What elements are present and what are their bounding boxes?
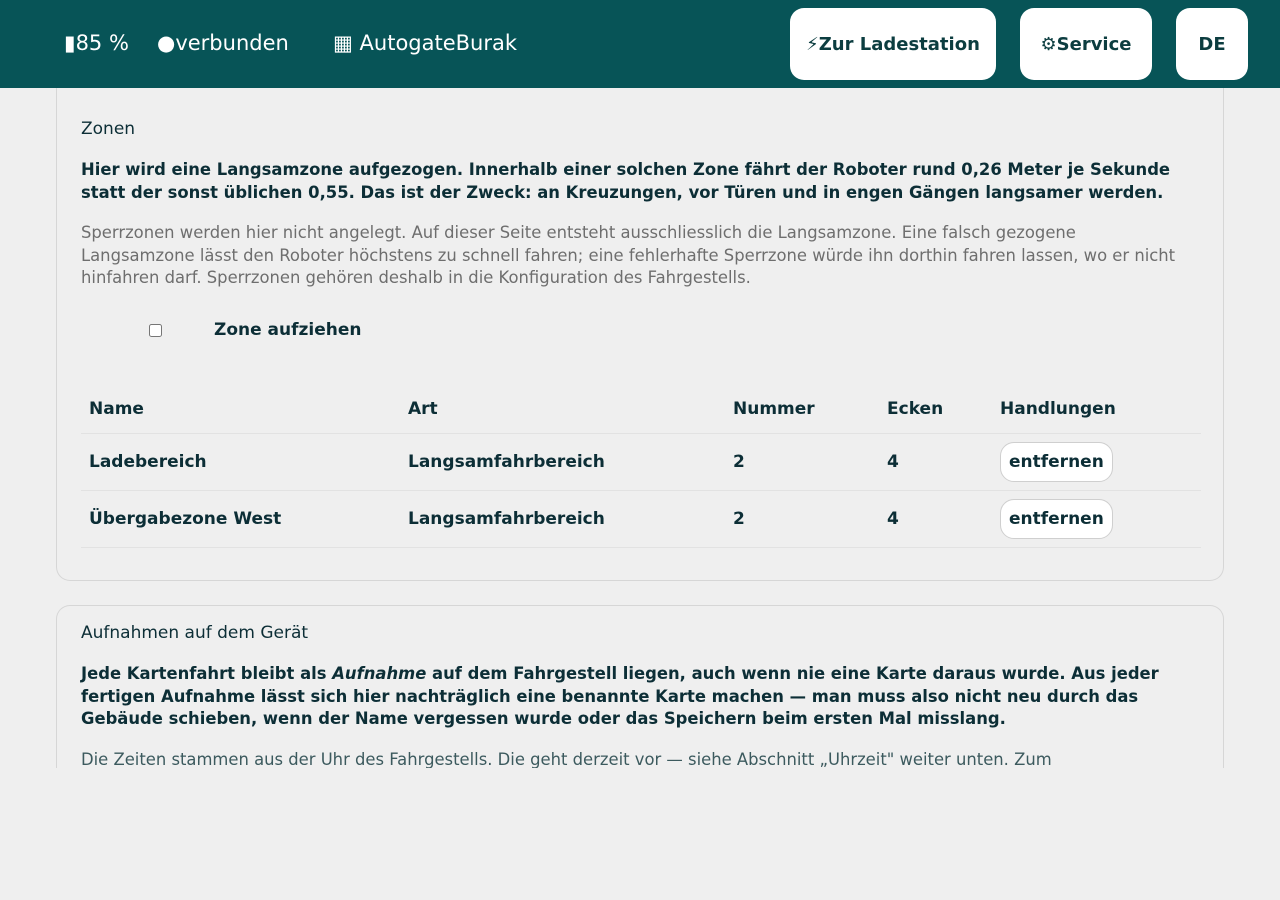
service-button[interactable] bbox=[1020, 8, 1152, 80]
dot-icon: ● bbox=[157, 31, 176, 55]
robot-status bbox=[333, 28, 517, 58]
header-name: Name bbox=[81, 385, 400, 434]
remove-zone-button[interactable]: entfernen bbox=[1000, 499, 1113, 539]
zones-card bbox=[56, 88, 1224, 581]
dock-button-label: Zur Ladestation bbox=[818, 33, 980, 55]
table-row bbox=[81, 491, 1201, 548]
zone-actions bbox=[992, 491, 1201, 548]
zone-corners: 4 bbox=[879, 491, 992, 548]
table-row bbox=[81, 434, 1201, 491]
zone-corners: 4 bbox=[879, 434, 992, 491]
header-actions: Handlungen bbox=[992, 385, 1201, 434]
zone-name: Ladebereich bbox=[81, 434, 400, 491]
zones-table bbox=[81, 385, 1201, 548]
header-number: Nummer bbox=[725, 385, 879, 434]
zone-actions bbox=[992, 434, 1201, 491]
service-button-label: Service bbox=[1056, 33, 1132, 55]
recordings-intro bbox=[81, 663, 1191, 731]
recordings-note: Die Zeiten stammen aus der Uhr des Fahrgestells. Die geht derzeit vor — siehe Abschnitt „Uhrzeit" weiter unten. Zum bbox=[81, 750, 1052, 768]
header-corners: Ecken bbox=[879, 385, 992, 434]
robot-name: AutogateBurak bbox=[359, 31, 518, 55]
connection-label: verbunden bbox=[175, 31, 289, 55]
recordings-title: Aufnahmen auf dem Gerät bbox=[81, 623, 309, 643]
connection-status bbox=[157, 28, 289, 58]
language-button[interactable]: DE bbox=[1176, 8, 1248, 80]
table-header-row bbox=[81, 385, 1201, 434]
draw-zone-label: Zone aufziehen bbox=[214, 320, 362, 340]
grid-icon: ▦ bbox=[333, 31, 353, 55]
recordings-intro-emphasis: Aufnahme bbox=[332, 664, 427, 683]
battery-level: 85 % bbox=[75, 31, 129, 55]
zones-note: Sperrzonen werden hier nicht angelegt. Auf dieser Seite entsteht ausschliesslich die Langsamzone. Eine falsch gezogene Langsamzone lässt den Roboter höchstens zu schnell fahren; eine fehlerhafte Sperrzone würde ihn dorthin fahren lassen, wo er nicht hinfahren darf. Sperrzonen gehören deshalb in die Konfiguration des Fahrgestells. bbox=[81, 223, 1176, 287]
zone-name: Übergabezone West bbox=[81, 491, 400, 548]
recordings-card bbox=[56, 605, 1224, 768]
header-type: Art bbox=[400, 385, 725, 434]
gear-icon: ⚙ bbox=[1040, 33, 1057, 55]
zone-number: 2 bbox=[725, 434, 879, 491]
zone-type: Langsamfahrbereich bbox=[400, 434, 725, 491]
draw-zone-checkbox[interactable] bbox=[149, 324, 162, 337]
top-bar bbox=[0, 0, 1280, 88]
recordings-intro-start: Jede Kartenfahrt bleibt als bbox=[81, 664, 333, 683]
lightning-icon: ⚡ bbox=[806, 33, 819, 55]
zone-type: Langsamfahrbereich bbox=[400, 491, 725, 548]
dock-button[interactable] bbox=[790, 8, 996, 80]
battery-icon: ▮ bbox=[64, 31, 76, 55]
zone-number: 2 bbox=[725, 491, 879, 548]
draw-zone-toggle[interactable] bbox=[149, 320, 362, 340]
recordings-intro-end: auf dem Fahrgestell liegen, auch wenn nie eine Karte daraus wurde. Aus jeder fertigen Aufnahme lässt sich hier nachträglich eine benannte Karte machen — man muss also nicht neu durch das Gebäude schieben, wenn der Name vergessen wurde oder das Speichern beim ersten Mal misslang. bbox=[81, 664, 1159, 728]
battery-status bbox=[64, 28, 129, 58]
remove-zone-button[interactable]: entfernen bbox=[1000, 442, 1113, 482]
zones-title: Zonen bbox=[81, 119, 136, 139]
zones-intro: Hier wird eine Langsamzone aufgezogen. Innerhalb einer solchen Zone fährt der Roboter rund 0,26 Meter je Sekunde statt der sonst üblichen 0,55. Das ist der Zweck: an Kreuzungen, vor Türen und in engen Gängen langsamer werden. bbox=[81, 160, 1171, 202]
